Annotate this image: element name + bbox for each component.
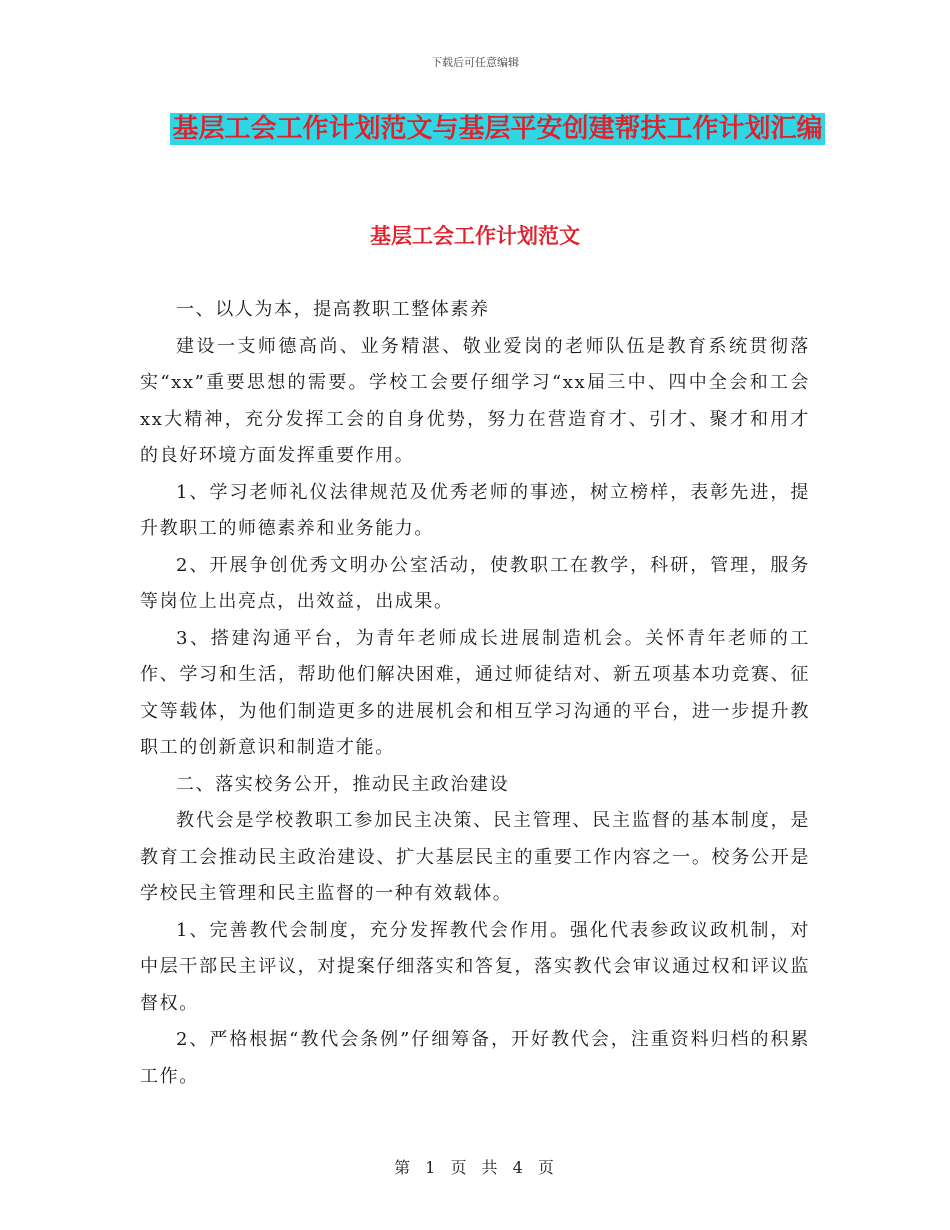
- page-number: 第 1 页 共 4 页: [394, 1158, 556, 1177]
- paragraph: 3、搭建沟通平台，为青年老师成长进展制造机会。关怀青年老师的工作、学习和生活，帮助他们解决困难，通过师徒结对、新五项基本功竞赛、征文等载体，为他们制造更多的进展机会和相互学习沟通的平台，进一步提升教职工的创新意识和制造才能。: [140, 627, 810, 758]
- section-title: 基层工会工作计划范文: [370, 224, 580, 248]
- paragraph: 1、学习老师礼仪法律规范及优秀老师的事迹，树立榜样，表彰先进，提升教职工的师德素养和业务能力。: [140, 481, 810, 539]
- document-title-text: 基层工会工作计划范文与基层平安创建帮扶工作计划汇编: [172, 114, 823, 144]
- heading-1: 一、以人为本，提高教职工整体素养: [176, 299, 490, 320]
- paragraph: 2、开展争创优秀文明办公室活动，使教职工在教学，科研，管理，服务等岗位上出亮点，出效益，出成果。: [140, 554, 810, 612]
- heading-2: 二、落实校务公开，推动民主政治建设: [176, 773, 510, 795]
- paragraph: 教代会是学校教职工参加民主决策、民主管理、民主监督的基本制度，是教育工会推动民主政治建设、扩大基层民主的重要工作内容之一。校务公开是学校民主管理和民主监督的一种有效载体。: [140, 810, 810, 904]
- paragraph: 2、严格根据“教代会条例”仔细筹备，开好教代会，注重资料归档的积累工作。: [140, 1029, 810, 1087]
- paragraph: 建设一支师德高尚、业务精湛、敬业爱岗的老师队伍是教育系统贯彻落实“xx”重要思想的需要。学校工会要仔细学习“xx届三中、四中全会和工会xx大精神，充分发挥工会的自身优势，努力在营造育才、引才、聚才和用才的良好环境方面发挥重要作用。: [140, 335, 810, 466]
- header-note: 下载后可任意编辑: [431, 56, 519, 69]
- paragraph: 1、完善教代会制度，充分发挥教代会作用。强化代表参政议政机制，对中层干部民主评议，对提案仔细落实和答复，落实教代会审议通过权和评议监督权。: [140, 919, 810, 1014]
- document-title: [140, 108, 855, 151]
- document-body: [140, 292, 810, 1095]
